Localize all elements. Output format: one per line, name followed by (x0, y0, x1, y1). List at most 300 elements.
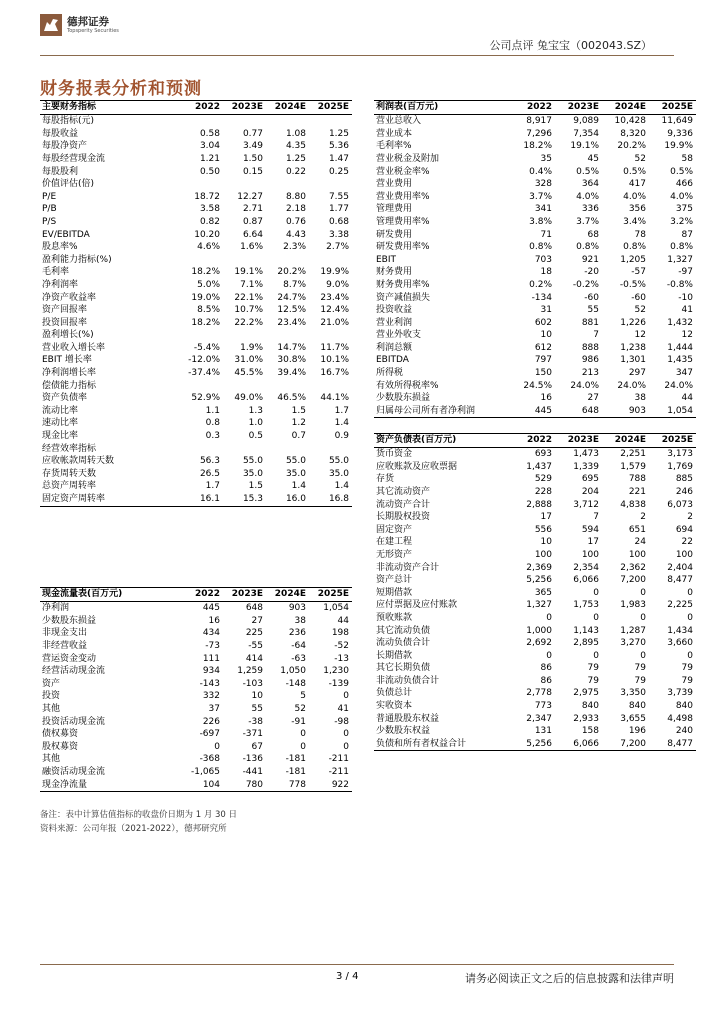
cell-value: -148 (285, 678, 306, 689)
cell-value: 100 (581, 549, 599, 560)
cell-value (309, 329, 352, 342)
cell-value: 55 (251, 703, 263, 714)
cell-value: 1.4 (291, 481, 306, 492)
row-label: P/B (42, 204, 57, 215)
cell-value: 0 (593, 650, 599, 661)
cell-value: -73 (205, 640, 220, 651)
cell-value: 52 (634, 305, 646, 316)
cell-value: 2,888 (526, 499, 552, 510)
table-row (374, 304, 696, 317)
cell-value: 20.2% (617, 141, 646, 152)
cell-value: 198 (331, 628, 349, 639)
cell-value: 12.27 (237, 191, 263, 202)
row-label: 财务费用率% (376, 279, 430, 290)
cell-value: 1,054 (323, 603, 349, 614)
cell-value: 246 (675, 486, 693, 497)
row-label: 少数股东损益 (42, 615, 97, 626)
row-label: 营业费用率% (376, 191, 430, 202)
cell-value: 3.7% (576, 216, 599, 227)
cell-value: 466 (675, 179, 693, 190)
cell-value: 347 (675, 368, 693, 379)
row-label: 流动比率 (42, 405, 79, 416)
cell-value: 4.0% (623, 191, 646, 202)
row-label: 每股指标(元) (42, 116, 95, 127)
cell-value: 0.8% (670, 242, 693, 253)
row-label: 预收账款 (376, 612, 413, 623)
cell-value: 1.08 (285, 128, 306, 139)
cell-value: 44.1% (320, 393, 349, 404)
table-title: 主要财务指标 (40, 101, 180, 115)
row-label: 财务费用 (376, 267, 413, 278)
cell-value: 79 (634, 675, 646, 686)
cell-value: 12 (634, 330, 646, 341)
row-label: 研发费用 (376, 229, 413, 240)
cell-value: -441 (242, 766, 263, 777)
cell-value: 3.38 (328, 229, 349, 240)
cell-value: 7.55 (328, 191, 349, 202)
cell-value: 55.0 (242, 456, 263, 467)
cell-value: 3,655 (620, 713, 646, 724)
row-label: 非流动负债合计 (376, 675, 440, 686)
table-row (40, 443, 352, 456)
table-row (374, 178, 696, 191)
cell-value: 1,753 (573, 600, 599, 611)
row-label: 资产减值损失 (376, 292, 431, 303)
cell-value: 6.64 (242, 229, 263, 240)
cell-value: 10 (251, 691, 263, 702)
cell-value: -134 (531, 292, 552, 303)
cell-value: 903 (602, 405, 649, 418)
cell-value: 375 (675, 204, 693, 215)
cell-value: 1,473 (573, 449, 599, 460)
row-label: 非经营收益 (42, 640, 88, 651)
cell-value: 31 (540, 305, 552, 316)
cell-value: 16.7% (320, 368, 349, 379)
row-label: 毛利率% (376, 141, 412, 152)
table-title: 现金流量表(百万元) (40, 588, 180, 602)
row-label: P/S (42, 216, 57, 227)
cell-value: 1.25 (285, 153, 306, 164)
table-row (40, 304, 352, 317)
cell-value: 780 (223, 779, 266, 792)
cell-value: 2,404 (667, 562, 693, 573)
table-row (40, 266, 352, 279)
cell-value: 651 (628, 524, 646, 535)
cell-value: 158 (581, 726, 599, 737)
table-row (374, 229, 696, 242)
cell-value: 58 (681, 153, 693, 164)
cell-value: 68 (587, 229, 599, 240)
cell-value: 24.7% (277, 292, 306, 303)
cell-value: 19.0% (191, 292, 220, 303)
cell-value: 18.2% (191, 317, 220, 328)
cell-value: 0.58 (199, 128, 220, 139)
cell-value: 4.43 (285, 229, 306, 240)
cell-value: 0.76 (285, 216, 306, 227)
cell-value: 0 (640, 587, 646, 598)
row-label: EBIT 增长率 (42, 355, 92, 366)
cell-value: 16 (540, 393, 552, 404)
cell-value: 0.25 (328, 166, 349, 177)
cell-value: 1,287 (620, 625, 646, 636)
cell-value: 0 (640, 612, 646, 623)
cell-value (180, 178, 223, 191)
cell-value: 24.0% (617, 380, 646, 391)
cell-value: 0 (300, 741, 306, 752)
cell-value: 27 (587, 393, 599, 404)
row-label: 投资活动现金流 (42, 716, 106, 727)
cell-value: 35.0 (285, 468, 306, 479)
year-header: 2024E (602, 101, 649, 115)
cell-value: -60 (584, 292, 599, 303)
bull-logo-icon (40, 14, 62, 36)
cell-value: 22.2% (234, 317, 263, 328)
cell-value: 0 (687, 587, 693, 598)
cell-value: 2,692 (526, 638, 552, 649)
cell-value (266, 178, 309, 191)
cell-value: 3.58 (199, 204, 220, 215)
row-label: 无形资产 (376, 549, 413, 560)
table-row (374, 675, 696, 688)
cell-value: 3,270 (620, 638, 646, 649)
cell-value: 2,933 (573, 713, 599, 724)
footer-divider (40, 964, 674, 965)
table-row (374, 536, 696, 549)
cell-value: 86 (540, 663, 552, 674)
row-label: 投资 (42, 691, 61, 702)
cell-value: 26.5 (199, 468, 220, 479)
cell-value: 594 (581, 524, 599, 535)
table-row (374, 662, 696, 675)
cell-value: -181 (285, 766, 306, 777)
cell-value: 0 (343, 741, 349, 752)
cell-value: 10 (540, 330, 552, 341)
table-row (40, 153, 352, 166)
cell-value: 21.0% (320, 317, 349, 328)
table-row (40, 216, 352, 229)
table-row (374, 342, 696, 355)
cell-value: 1.47 (328, 153, 349, 164)
row-label: 管理费用率% (376, 216, 430, 227)
cell-value: -211 (328, 754, 349, 765)
cell-value: 0.5% (623, 166, 646, 177)
cell-value: -136 (242, 754, 263, 765)
cell-value: 0 (593, 587, 599, 598)
cell-value: -0.8% (666, 279, 693, 290)
table-row (374, 625, 696, 638)
cell-value: 35.0 (328, 468, 349, 479)
table-header-row (374, 434, 696, 448)
cell-value: 49.0% (234, 393, 263, 404)
table-row (374, 700, 696, 713)
row-label: 每股经营现金流 (42, 153, 106, 164)
row-label: 净利润增长率 (42, 368, 97, 379)
cell-value: 1,259 (237, 666, 263, 677)
cell-value: 16.0 (266, 493, 309, 506)
cell-value: 1.6% (240, 242, 263, 253)
row-label: 投资回报率 (42, 317, 88, 328)
row-label: 应付票据及应付账款 (376, 600, 458, 611)
table-row (374, 292, 696, 305)
table-row (40, 367, 352, 380)
cell-value: 4,498 (667, 713, 693, 724)
table-row (40, 640, 352, 653)
cell-value: 8.7% (283, 279, 306, 290)
cell-value: 240 (675, 726, 693, 737)
cell-value: 24.0% (664, 380, 693, 391)
row-label: 营业利润 (376, 317, 413, 328)
cell-value: -12.0% (188, 355, 220, 366)
cell-value: -368 (199, 754, 220, 765)
cell-value: 100 (675, 549, 693, 560)
table-row (40, 455, 352, 468)
cell-value: 1,434 (667, 625, 693, 636)
cell-value (266, 254, 309, 267)
cell-value: 1.21 (199, 153, 220, 164)
cell-value (180, 329, 223, 342)
row-label: 实收资本 (376, 701, 413, 712)
table-row (40, 191, 352, 204)
cell-value: 19.9% (664, 141, 693, 152)
cell-value: 0.77 (242, 128, 263, 139)
cell-value: 693 (534, 449, 552, 460)
cell-value: 2 (640, 512, 646, 523)
table-header-row (374, 101, 696, 115)
row-label: 其它长期负债 (376, 663, 431, 674)
year-header: 2024E (266, 101, 309, 115)
cell-value: 0.4% (529, 166, 552, 177)
year-header: 2022 (180, 101, 223, 115)
cell-value: 529 (534, 474, 552, 485)
row-label: 每股净资产 (42, 141, 88, 152)
cell-value: 7 (593, 512, 599, 523)
cell-value (180, 443, 223, 456)
cell-value: 27 (251, 615, 263, 626)
cell-value: 8.5% (197, 305, 220, 316)
table-row (374, 574, 696, 587)
table-row (374, 562, 696, 575)
cell-value: 79 (634, 663, 646, 674)
cell-value: 23.4% (320, 292, 349, 303)
row-label: 少数股东权益 (376, 726, 431, 737)
cell-value (180, 254, 223, 267)
cell-value: 328 (534, 179, 552, 190)
table-row (374, 367, 696, 380)
cell-value (223, 380, 266, 393)
cell-value: 0 (640, 650, 646, 661)
table-row (40, 417, 352, 430)
table-row (40, 342, 352, 355)
row-label: 债权募资 (42, 729, 79, 740)
table-row (374, 191, 696, 204)
row-label: 负债和所有者权益合计 (374, 738, 508, 751)
row-label: 毛利率 (42, 267, 70, 278)
cell-value: 7.1% (240, 279, 263, 290)
cell-value: 903 (288, 603, 306, 614)
cell-value: 0.3 (205, 431, 220, 442)
row-label: 长期股权投资 (376, 512, 431, 523)
row-label: 利润总额 (376, 342, 413, 353)
cell-value (180, 380, 223, 393)
cell-value: 1.25 (328, 128, 349, 139)
table-row (40, 728, 352, 741)
income-statement-table (374, 100, 696, 418)
cell-value: -64 (291, 640, 306, 651)
cell-value: 8,477 (649, 738, 696, 751)
brand-logo (40, 14, 119, 36)
table-row (40, 392, 352, 405)
table-row (40, 203, 352, 216)
cell-value: -10 (678, 292, 693, 303)
table-row (40, 405, 352, 418)
cell-value: 100 (534, 549, 552, 560)
cell-value: 1.9% (240, 342, 263, 353)
cell-value: -139 (328, 678, 349, 689)
cell-value: 3.49 (242, 141, 263, 152)
cell-value: 341 (534, 204, 552, 215)
row-label: 盈利增长(%) (42, 330, 94, 341)
cell-value: 0.8% (623, 242, 646, 253)
cell-value (266, 443, 309, 456)
row-label: 每股股利 (42, 166, 79, 177)
cell-value: 364 (581, 179, 599, 190)
table-row (374, 140, 696, 153)
table-title: 资产负债表(百万元) (374, 434, 508, 448)
key-financial-indicators-table (40, 100, 352, 507)
cell-value: 3,173 (667, 449, 693, 460)
cell-value: 11.7% (320, 342, 349, 353)
cell-value: 71 (540, 229, 552, 240)
cell-value: 0 (687, 612, 693, 623)
cell-value: 19.1% (234, 267, 263, 278)
row-label: 速动比率 (42, 418, 79, 429)
cell-value: 1,339 (573, 461, 599, 472)
cell-value: 87 (681, 229, 693, 240)
brand-name: 德邦证券 (67, 15, 109, 28)
cell-value: 18.2% (523, 141, 552, 152)
cell-value: 4.6% (197, 242, 220, 253)
cell-value: 0.2% (529, 279, 552, 290)
cell-value: 4.35 (285, 141, 306, 152)
cell-value: 17 (540, 512, 552, 523)
cell-value: 1,226 (620, 317, 646, 328)
cell-value: 7,200 (620, 575, 646, 586)
cell-value: 885 (675, 474, 693, 485)
row-label: 现金净流量 (40, 779, 180, 792)
cell-value: 1,000 (526, 625, 552, 636)
row-label: 每股收益 (42, 128, 79, 139)
cell-value: 773 (534, 701, 552, 712)
cell-value: 840 (581, 701, 599, 712)
cell-value: 213 (581, 368, 599, 379)
cell-value: -91 (291, 716, 306, 727)
cell-value: 6,066 (555, 738, 602, 751)
cell-value: 0.68 (328, 216, 349, 227)
cell-value: 55.0 (328, 456, 349, 467)
cell-value: 0.5 (248, 431, 263, 442)
cell-value: 226 (202, 716, 220, 727)
cell-value: 0 (546, 612, 552, 623)
row-label: 其他 (42, 703, 61, 714)
row-label: 净利润率 (42, 279, 79, 290)
table-row (374, 380, 696, 393)
cell-value: 9,336 (667, 128, 693, 139)
cell-value: 0.82 (199, 216, 220, 227)
cell-value: 0.8 (205, 418, 220, 429)
cell-value: 888 (581, 342, 599, 353)
page-number: 3 / 4 (336, 971, 359, 982)
table-row (374, 329, 696, 342)
cell-value: 2,975 (573, 688, 599, 699)
table-row (40, 741, 352, 754)
cell-value: 881 (581, 317, 599, 328)
row-label: 营业总收入 (376, 116, 422, 127)
cell-value: 79 (681, 663, 693, 674)
table-row (40, 166, 352, 179)
cell-value: 52 (294, 703, 306, 714)
cell-value: 79 (681, 675, 693, 686)
cell-value: 10.1% (320, 355, 349, 366)
cell-value: 3,660 (667, 638, 693, 649)
table-row (374, 511, 696, 524)
cell-value: -60 (631, 292, 646, 303)
cell-value: 19.9% (320, 267, 349, 278)
table-row (374, 279, 696, 292)
table-row (374, 153, 696, 166)
table-row (374, 473, 696, 486)
table-row (374, 216, 696, 229)
table-row (40, 317, 352, 330)
cell-value: 10.7% (234, 305, 263, 316)
table-row (374, 128, 696, 141)
cell-value: 17 (587, 537, 599, 548)
row-label: 资产负债率 (42, 393, 88, 404)
cell-value: 797 (534, 355, 552, 366)
cell-value: 150 (534, 368, 552, 379)
cell-value: 41 (681, 305, 693, 316)
row-label: 存货 (376, 474, 395, 485)
cell-value: 8,320 (620, 128, 646, 139)
cell-value: 1.5 (248, 481, 263, 492)
table-row (40, 241, 352, 254)
cell-value: 1,054 (649, 405, 696, 418)
cell-value: 1,230 (323, 666, 349, 677)
table-row (40, 292, 352, 305)
cell-value: 78 (634, 229, 646, 240)
cell-value: 445 (202, 603, 220, 614)
row-label: 营业费用 (376, 179, 413, 190)
cell-value: 332 (202, 691, 220, 702)
row-label: 研发费用率% (376, 242, 430, 253)
cell-value: 2,369 (526, 562, 552, 573)
cell-value: 1,327 (526, 600, 552, 611)
year-header: 2023E (223, 101, 266, 115)
table-row (374, 713, 696, 726)
table-row (40, 430, 352, 443)
row-label: 存货周转天数 (42, 468, 97, 479)
cell-value: 1.0 (248, 418, 263, 429)
cell-value: 1,327 (667, 254, 693, 265)
cell-value: -371 (242, 729, 263, 740)
cell-value (266, 329, 309, 342)
cell-value: 297 (628, 368, 646, 379)
row-label: 短期借款 (376, 587, 413, 598)
cell-value (223, 329, 266, 342)
table-row (40, 753, 352, 766)
table-row (40, 779, 352, 792)
brand-name-en: Topsperity Securities (67, 27, 119, 34)
cell-value: 1,444 (667, 342, 693, 353)
